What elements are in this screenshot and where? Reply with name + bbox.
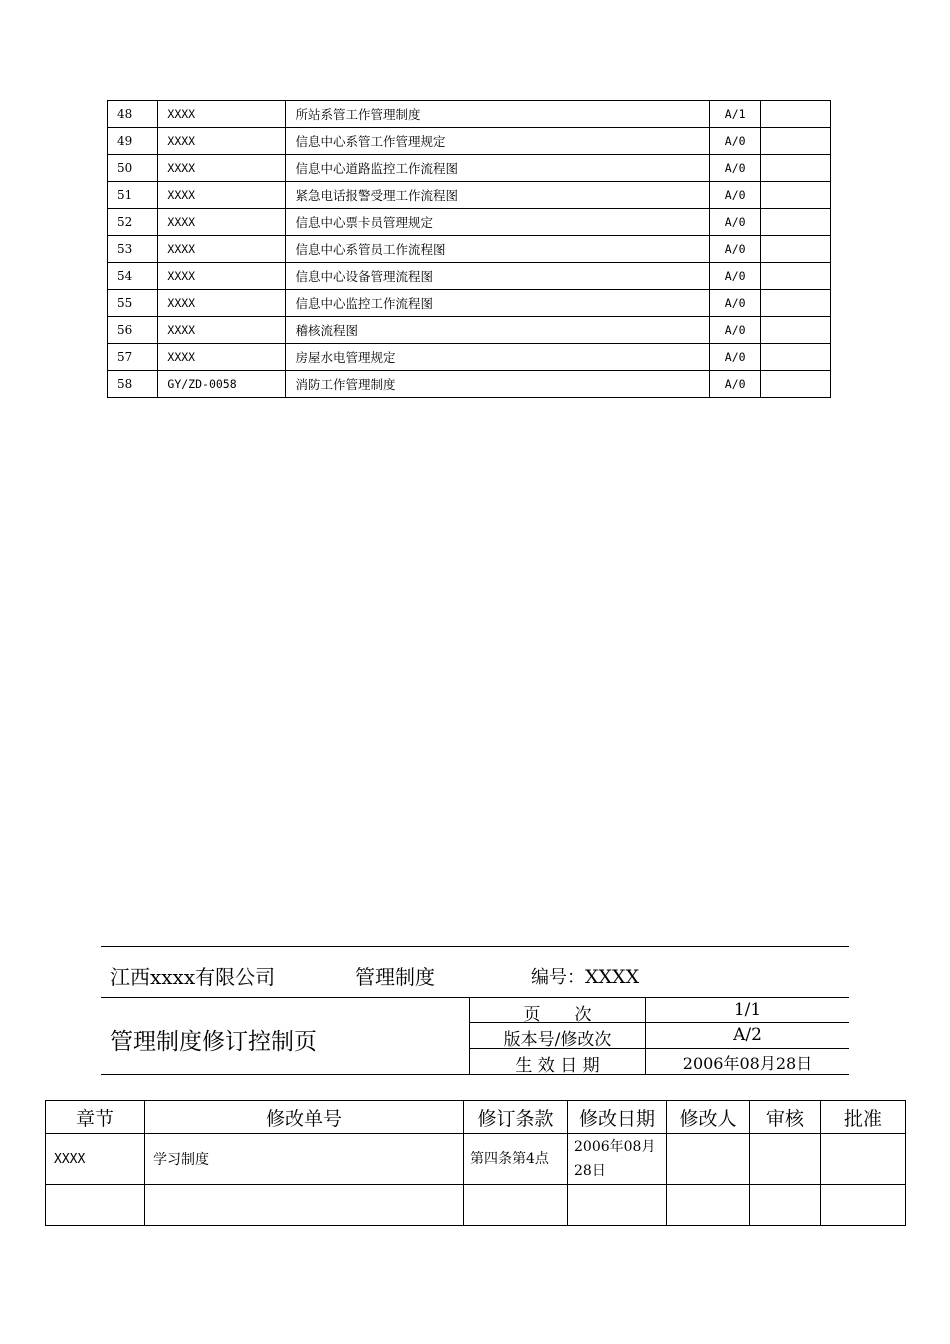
doc-code: XXXX bbox=[158, 344, 286, 371]
cell-modifier bbox=[667, 1185, 750, 1226]
page-title: 管理制度修订控制页 bbox=[110, 1029, 317, 1055]
doc-code: XXXX bbox=[158, 209, 286, 236]
doc-number: 49 bbox=[108, 128, 158, 155]
table-row bbox=[108, 371, 831, 398]
info-value-page: 1/1 bbox=[733, 1000, 762, 1020]
cell-clause: 第四条第4点 bbox=[464, 1134, 568, 1185]
doc-number: 53 bbox=[108, 236, 158, 263]
doc-code: XXXX bbox=[158, 236, 286, 263]
cell-change-no bbox=[145, 1185, 464, 1226]
cell-clause bbox=[464, 1185, 568, 1226]
doc-name: 信息中心监控工作流程图 bbox=[286, 290, 710, 317]
cell-date bbox=[568, 1185, 667, 1226]
document-list-table bbox=[107, 100, 831, 398]
col-header-clause: 修订条款 bbox=[464, 1101, 568, 1134]
header-mid-rule bbox=[101, 997, 849, 998]
cell-review bbox=[750, 1134, 821, 1185]
col-header-change-no: 修改单号 bbox=[145, 1101, 464, 1134]
doc-name: 稽核流程图 bbox=[286, 317, 710, 344]
doc-number: 50 bbox=[108, 155, 158, 182]
doc-note bbox=[761, 155, 831, 182]
cell-modifier bbox=[667, 1134, 750, 1185]
doc-code: XXXX bbox=[158, 182, 286, 209]
cell-approve bbox=[821, 1185, 906, 1226]
doc-name: 紧急电话报警受理工作流程图 bbox=[286, 182, 710, 209]
document-code bbox=[531, 963, 639, 989]
doc-note bbox=[761, 236, 831, 263]
doc-code: GY/ZD-0058 bbox=[158, 371, 286, 398]
doc-note bbox=[761, 263, 831, 290]
doc-note bbox=[761, 371, 831, 398]
info-label-page: 页 次 bbox=[523, 1005, 592, 1025]
table-row bbox=[108, 263, 831, 290]
doc-code: XXXX bbox=[158, 290, 286, 317]
header-bottom-rule bbox=[101, 1074, 849, 1075]
doc-note bbox=[761, 182, 831, 209]
doc-number: 57 bbox=[108, 344, 158, 371]
doc-version: A/0 bbox=[709, 317, 760, 344]
document-code-value: XXXX bbox=[585, 966, 640, 988]
doc-code: XXXX bbox=[158, 155, 286, 182]
col-header-modifier: 修改人 bbox=[667, 1101, 750, 1134]
document-list-body bbox=[108, 101, 831, 398]
doc-number: 56 bbox=[108, 317, 158, 344]
doc-version: A/0 bbox=[709, 209, 760, 236]
cell-chapter bbox=[46, 1185, 145, 1226]
doc-name: 信息中心系管员工作流程图 bbox=[286, 236, 710, 263]
info-label-version: 版本号/修改次 bbox=[503, 1030, 612, 1050]
doc-name: 所站系管工作管理制度 bbox=[286, 101, 710, 128]
info-value-version: A/2 bbox=[733, 1025, 762, 1045]
col-header-approve: 批准 bbox=[821, 1101, 906, 1134]
doc-note bbox=[761, 101, 831, 128]
cell-change-no: 学习制度 bbox=[145, 1134, 464, 1185]
info-value-effective-date: 2006年08月28日 bbox=[682, 1054, 813, 1073]
doc-version: A/0 bbox=[709, 155, 760, 182]
document-code-label: 编号： bbox=[531, 967, 585, 988]
table-row bbox=[108, 182, 831, 209]
doc-name: 信息中心系管工作管理规定 bbox=[286, 128, 710, 155]
table-row bbox=[46, 1185, 906, 1226]
header-top-rule bbox=[101, 946, 849, 947]
revision-header-row bbox=[46, 1101, 906, 1134]
doc-code: XXXX bbox=[158, 128, 286, 155]
doc-name: 信息中心设备管理流程图 bbox=[286, 263, 710, 290]
doc-note bbox=[761, 317, 831, 344]
document-category: 管理制度 bbox=[355, 965, 435, 989]
doc-note bbox=[761, 344, 831, 371]
table-row bbox=[108, 128, 831, 155]
doc-version: A/1 bbox=[709, 101, 760, 128]
table-row bbox=[108, 155, 831, 182]
table-row bbox=[108, 344, 831, 371]
doc-version: A/0 bbox=[709, 344, 760, 371]
doc-version: A/0 bbox=[709, 182, 760, 209]
info-label-effective-date: 生 效 日 期 bbox=[515, 1056, 600, 1076]
doc-number: 58 bbox=[108, 371, 158, 398]
table-row bbox=[46, 1134, 906, 1185]
doc-number: 54 bbox=[108, 263, 158, 290]
table-row bbox=[108, 209, 831, 236]
doc-code: XXXX bbox=[158, 101, 286, 128]
col-header-review: 审核 bbox=[750, 1101, 821, 1134]
cell-approve bbox=[821, 1134, 906, 1185]
doc-name: 消防工作管理制度 bbox=[286, 371, 710, 398]
doc-note bbox=[761, 290, 831, 317]
doc-code: XXXX bbox=[158, 263, 286, 290]
table-row bbox=[108, 290, 831, 317]
company-name: 江西xxxx有限公司 bbox=[110, 965, 276, 989]
doc-name: 信息中心道路监控工作流程图 bbox=[286, 155, 710, 182]
doc-number: 55 bbox=[108, 290, 158, 317]
doc-name: 房屋水电管理规定 bbox=[286, 344, 710, 371]
col-header-chapter: 章节 bbox=[46, 1101, 145, 1134]
doc-version: A/0 bbox=[709, 263, 760, 290]
table-row bbox=[108, 101, 831, 128]
doc-number: 51 bbox=[108, 182, 158, 209]
col-header-date: 修改日期 bbox=[568, 1101, 667, 1134]
doc-note bbox=[761, 128, 831, 155]
doc-version: A/0 bbox=[709, 290, 760, 317]
table-row bbox=[108, 317, 831, 344]
cell-date: 2006年08月28日 bbox=[568, 1134, 667, 1185]
cell-chapter: XXXX bbox=[46, 1134, 145, 1185]
cell-review bbox=[750, 1185, 821, 1226]
doc-name: 信息中心票卡员管理规定 bbox=[286, 209, 710, 236]
revision-table bbox=[45, 1100, 906, 1226]
table-row bbox=[108, 236, 831, 263]
doc-note bbox=[761, 209, 831, 236]
doc-version: A/0 bbox=[709, 236, 760, 263]
doc-version: A/0 bbox=[709, 128, 760, 155]
doc-number: 52 bbox=[108, 209, 158, 236]
doc-number: 48 bbox=[108, 101, 158, 128]
doc-code: XXXX bbox=[158, 317, 286, 344]
doc-version: A/0 bbox=[709, 371, 760, 398]
